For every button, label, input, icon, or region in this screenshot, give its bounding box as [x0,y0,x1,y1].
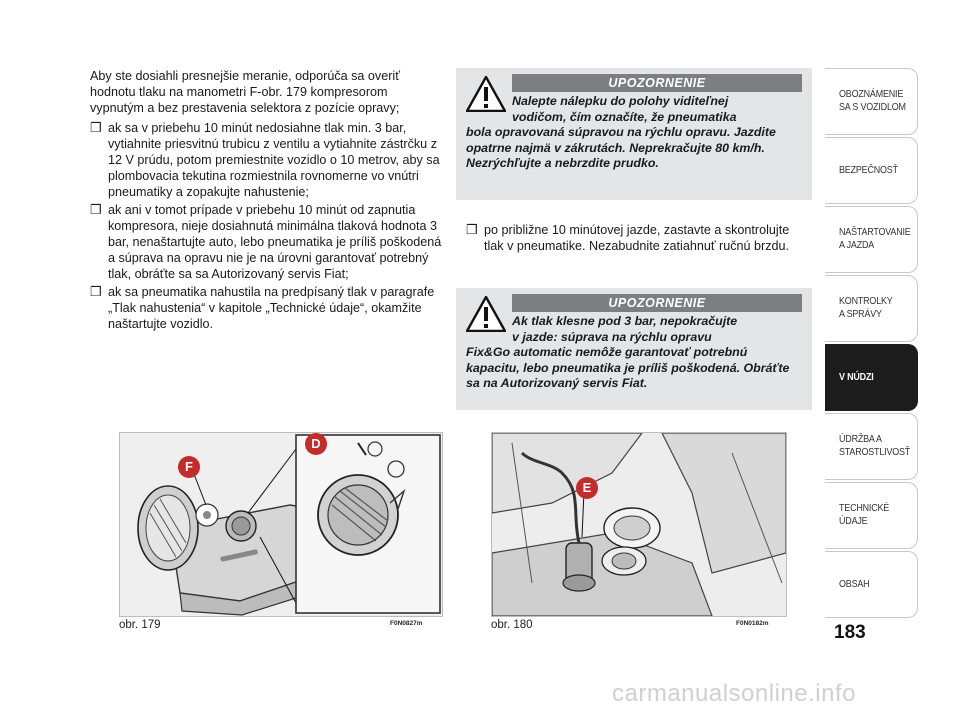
page-number: 183 [834,622,866,643]
tab-bezpecnost[interactable]: BEZPEČNOSŤ [825,137,918,204]
figure-code: F0N0827m [390,620,423,627]
warning-text: Ak tlak klesne pod 3 bar, nepokračujte v jazde: súprava na rýchlu opravu Fix&Go automatic nemôže garantovať potrebnú kapacitu, lebo pneumatika je príliš poškodená. Obráťte sa na Autorizovaný servis Fiat. [466,314,790,390]
list-item: ❒ ak ani v tomot prípade v priebehu 10 minút od zapnutia kompresora, nieje dosiahnutá minimálna tlaková hodnota 3 bar, nenaštartujte auto, lebo pneumatika je príliš poškodená a súprava na opravu nie je na úrovni garantovať potrebný tlak, obráťte sa sa Autorizovaný servis Fiat; [90,202,442,281]
tab-nastartovanie[interactable]: NAŠTARTOVANIE A JAZDA [825,206,918,273]
tab-kontrolky[interactable]: KONTROLKY A SPRÁVY [825,275,918,342]
label-e: E [582,480,592,495]
label-d: D [311,436,321,451]
tab-oboznamenie[interactable]: OBOZNÁMENIE SA S VOZIDLOM [825,68,918,135]
checkbox-bullet-icon: ❒ [466,222,478,237]
tab-v-nudzi[interactable]: V NÚDZI [825,344,918,411]
intro-paragraph: Aby ste dosiahli presnejšie meranie, odporúča sa overiť hodnotu tlaku na manometri F-obr. 179 kompresorom vypnutým a bez prestavenia selektora z pozície opravy; [90,69,400,115]
tab-obsah[interactable]: OBSAH [825,551,918,618]
warning-box-sticker [456,68,812,200]
list-item: ❒ ak sa v priebehu 10 minút nedosiahne tlak min. 3 bar, vytiahnite priesvitnú trubicu z ventilu a vytiahnite zástrčku z 12 V prúdu, potom premiestnite vozidlo o 10 metrov, aby sa plombovacia tekutina rozmiestnila rovnomerne vo vnútri pneumatiky a zopakujte nahustenie; [90,120,440,199]
tab-technicke-udaje[interactable]: TECHNICKÉ ÚDAJE [825,482,918,549]
list-item: ❒ po približne 10 minútovej jazde, zastavte a skontrolujte tlak v pneumatike. Nezabudnite zatiahnuť ručnú brzdu. [466,222,790,253]
checkbox-bullet-icon: ❒ [90,284,102,299]
figure-caption: obr. 180 [491,619,533,631]
figure-compressor [119,432,443,617]
label-f: F [185,459,193,474]
list-item: ❒ ak sa pneumatika nahustila na predpísaný tlak v paragrafe „Tlak nahustenia“ v kapitole „Technické údaje“, okamžite naštartujte vozidlo. [90,284,435,331]
checkbox-bullet-icon: ❒ [90,202,102,217]
left-column [90,68,444,334]
figure-caption: obr. 179 [119,619,161,631]
warning-box-pressure [456,288,812,410]
figure-socket [491,432,787,617]
compressor-illustration [120,433,442,616]
socket-illustration [492,433,786,616]
warning-header: UPOZORNENIE [512,294,802,312]
watermark: carmanualsonline.info [612,680,856,707]
warning-text: Nalepte nálepku do polohy viditeľnej vodičom, čím označíte, že pneumatika bola opravovaná súpravou na rýchlu opravu. Jazdite opatrne najmä v zákrutách. Neprekračujte 80 km/h. Nezrýchľujte a nebrzdite prudko. [466,94,776,170]
chapter-tabs [825,68,918,620]
warning-header: UPOZORNENIE [512,74,802,92]
tab-udrzba[interactable]: ÚDRŽBA A STAROSTLIVOSŤ [825,413,918,480]
checkbox-bullet-icon: ❒ [90,120,102,135]
figure-code: F0N0182m [736,620,769,627]
